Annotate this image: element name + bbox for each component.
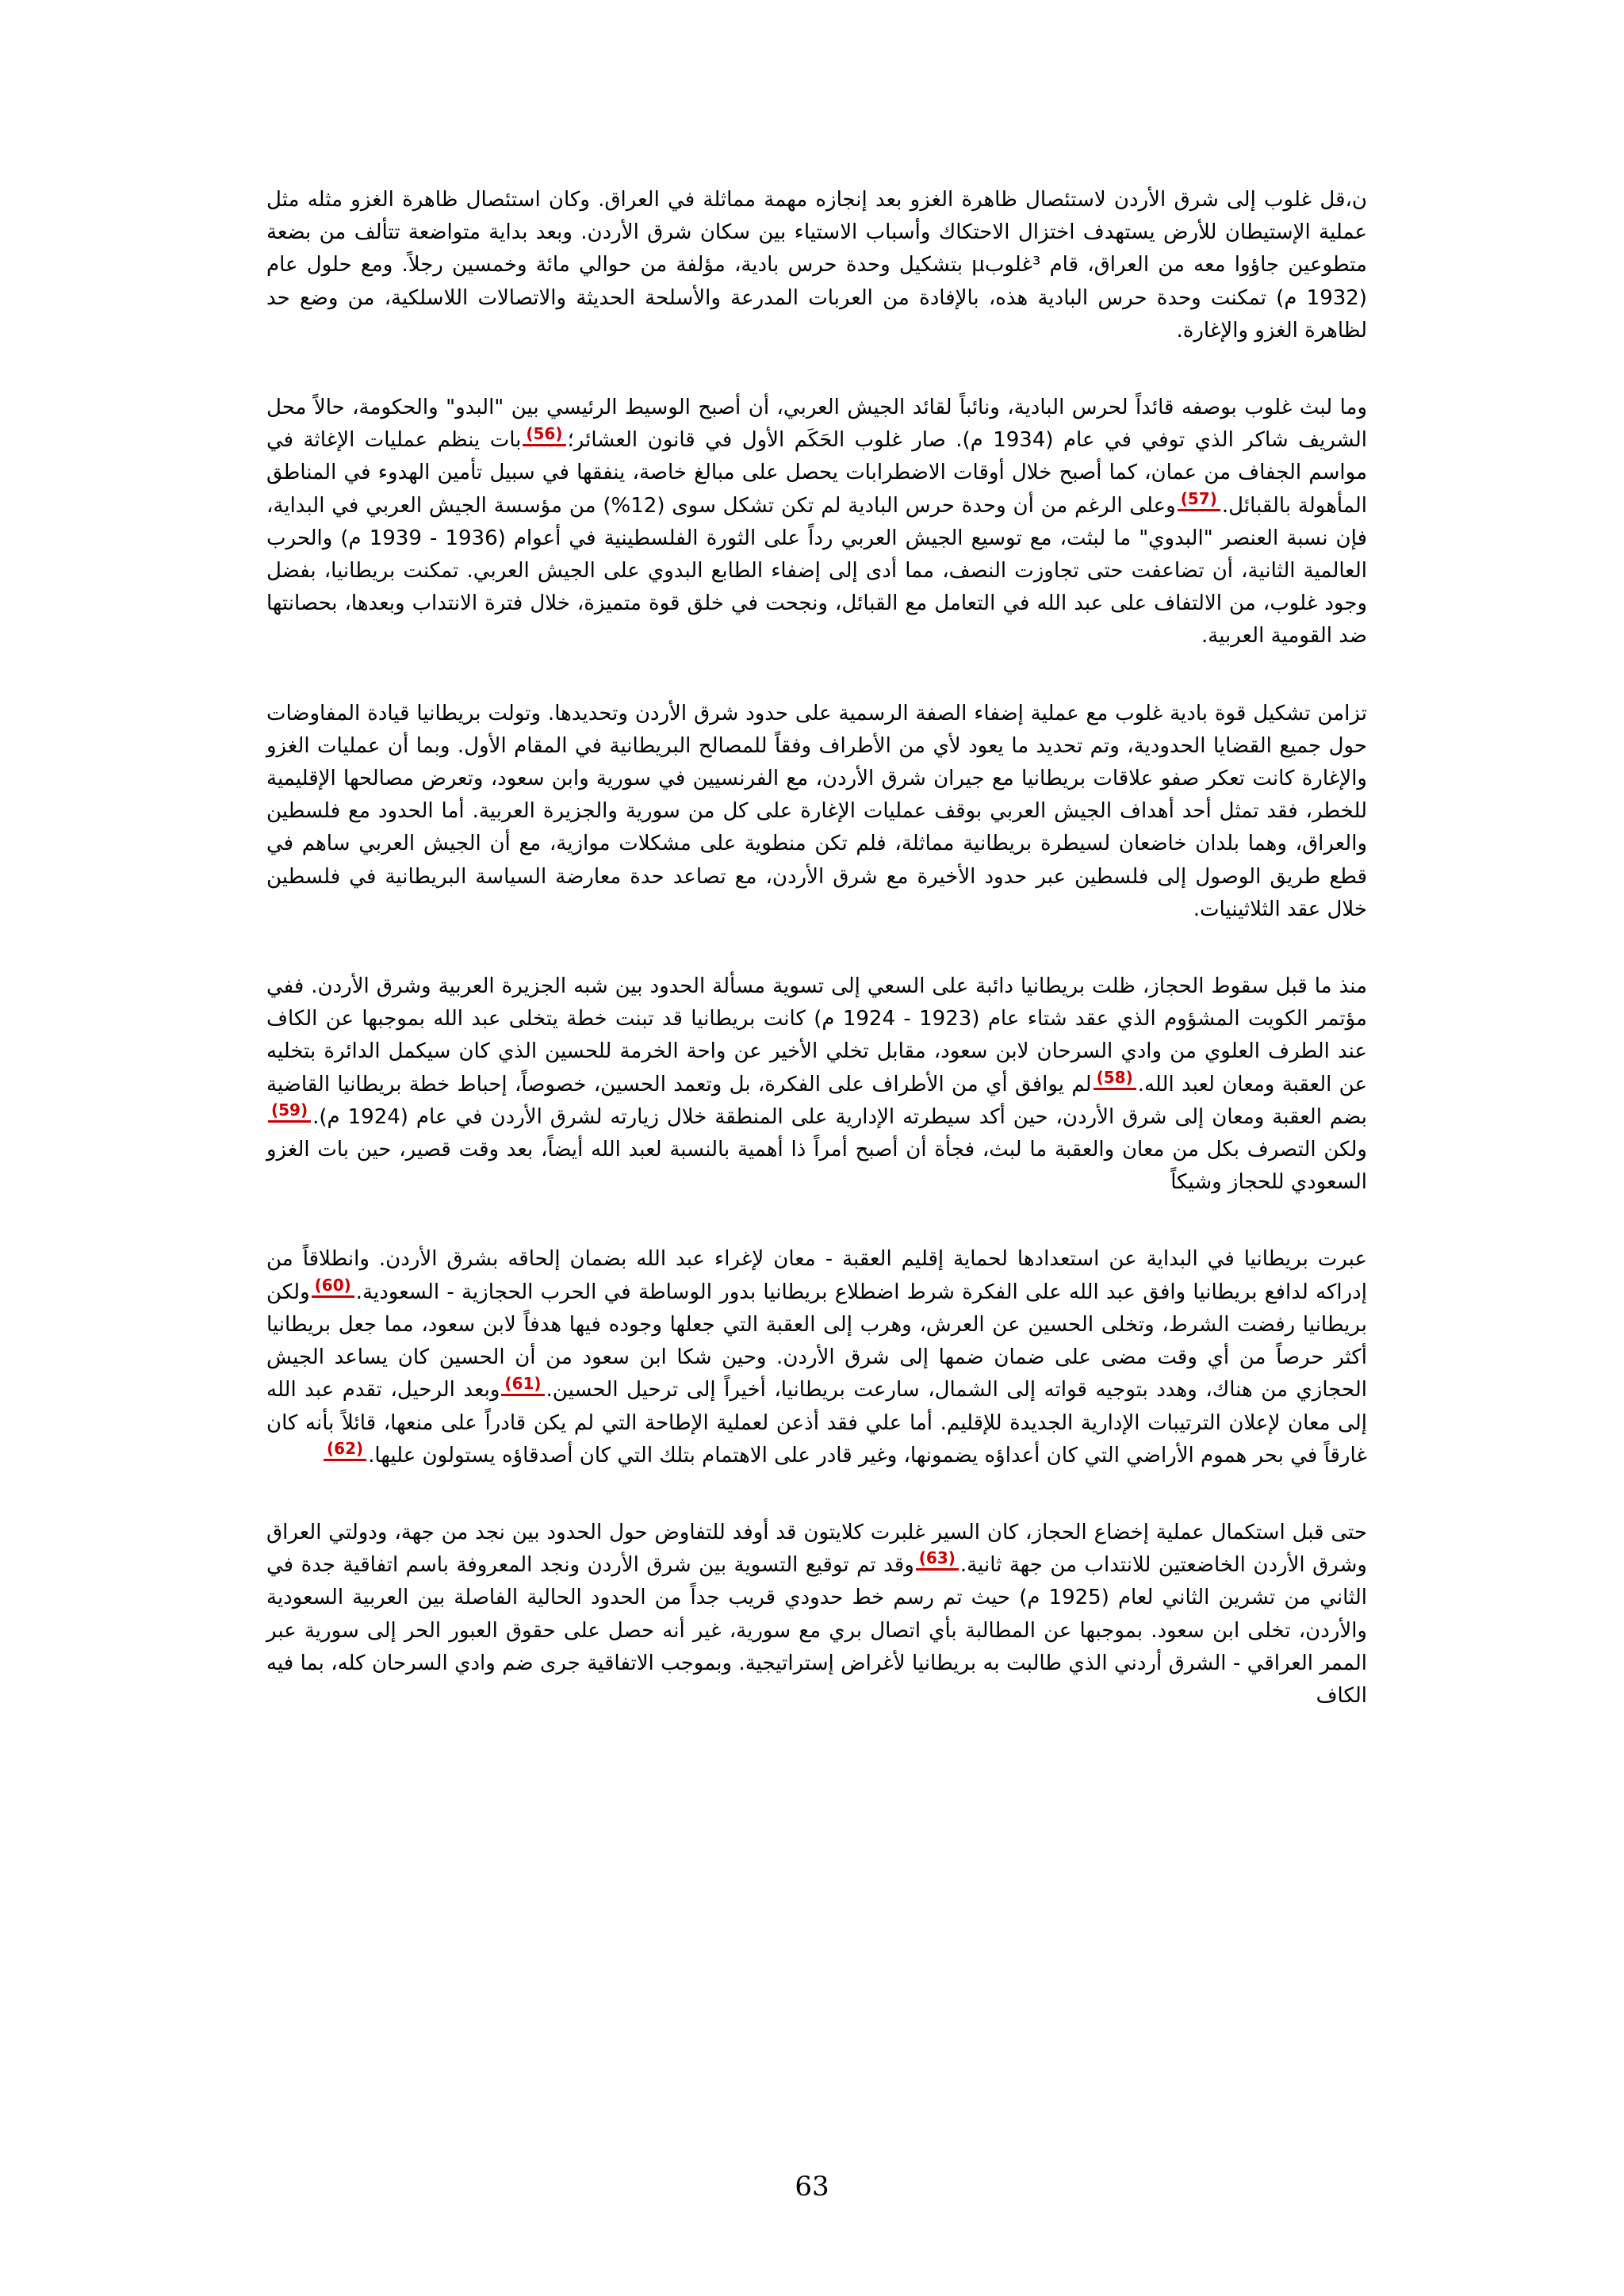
footnote-link[interactable]: (56) bbox=[523, 426, 565, 446]
paragraph-text: ولكن بريطانيا رفضت الشرط، وتخلى الحسين عن العرش، وهرب إلى العقبة التي جعلها وجوده فيها هدفاً لابن سعود، مما جعل بريطانيا أكثر حرصاً من أي وقت مضى على ضمان ضمها إلى شرق الأردن. وحين شكا ابن سعود من أن الحسين كان يساعد الجيش الحجازي من هناك، وهدد بتوجيه قواته إلى الشمال، سارعت بريطانيا، أخيراً إلى ترحيل الحسين. bbox=[266, 1280, 1367, 1402]
footnote-link[interactable]: (59) bbox=[268, 1102, 311, 1123]
paragraph-text: وما لبث غلوب بوصفه قائداً لحرس البادية، ونائباً لقائد الجيش العربي، أن أصبح الوسيط الرئيسي بين "البدو" والحكومة، حالاً محل الشريف شاكر الذي توفي في عام (1934 م). صار غلوب الحَكَم الأول في قانون العشائر؛ bbox=[266, 396, 1367, 453]
paragraph bbox=[266, 970, 1367, 1199]
paragraph bbox=[266, 184, 1367, 347]
footnote-link[interactable]: (58) bbox=[1094, 1070, 1136, 1090]
paragraph bbox=[266, 392, 1367, 653]
paragraph-text: منذ ما قبل سقوط الحجاز، ظلت بريطانيا دائبة على السعي إلى تسوية مسألة الحدود بين شبه الجزيرة العربية وشرق الأردن. ففي مؤتمر الكويت المشؤوم الذي عقد شتاء عام (1923 - 1924 م) كانت بريطانيا قد تبنت خطة يتخلى عبد الله بموجبها عن الكاف عند الطرف العلوي من وادي السرحان لابن سعود، مقابل تخلي الأخير عن واحة الخرمة للحسين الذي كان سيكمل الدائرة بتخليه عن العقبة ومعان لعبد الله. bbox=[266, 974, 1367, 1096]
paragraph-text: وبعد الرحيل، تقدم عبد الله إلى معان لإعلان الترتيبات الإدارية الجديدة للإقليم. أما علي فقد أذعن لعملية الإطاحة التي لم يكن قادراً على منعها، قائلاً بأنه كان غارقاً في بحر هموم الأراضي التي كان أعداؤه يضمونها، وغير قادر على الاهتمام بتلك التي كان أصدقاؤه يستولون عليها. bbox=[266, 1378, 1367, 1468]
paragraph bbox=[266, 698, 1367, 926]
footnote-link[interactable]: (63) bbox=[916, 1550, 959, 1571]
paragraph bbox=[266, 1517, 1367, 1712]
paragraph-text: حتى قبل استكمال عملية إخضاع الحجاز، كان السير غلبرت كلايتون قد أوفد للتفاوض حول الحدود بين نجد من جهة، ودولتي العراق وشرق الأردن الخاضعتين للانتداب من جهة ثانية. bbox=[266, 1520, 1367, 1578]
paragraph-text: لم يوافق أي من الأطراف على الفكرة، بل وتعمد الحسين، خصوصاً، إحباط خطة بريطانيا القاضية بضم العقبة ومعان إلى شرق الأردن، حين أكد سيطرته الإدارية على المنطقة خلال زيارته لشرق الأردن في عام (1924 م). bbox=[266, 1072, 1367, 1129]
paragraph-text: عبرت بريطانيا في البداية عن استعدادها لحماية إقليم العقبة - معان لإغراء عبد الله بضمان إلحاقه بشرق الأردن. وانطلاقاً من إدراكه لدافع بريطانيا وافق عبد الله على الفكرة شرط اضطلاع بريطانيا بدور الوساطة في الحرب الحجازية - السعودية. bbox=[266, 1247, 1367, 1304]
footnote-link[interactable]: (57) bbox=[1178, 491, 1220, 511]
paragraph-text: تزامن تشكيل قوة بادية غلوب مع عملية إضفاء الصفة الرسمية على حدود شرق الأردن وتحديدها. وتولت بريطانيا قيادة المفاوضات حول جميع القضايا الحدودية، وتم تحديد ما يعود لأي من الأطراف وفقاً للمصالح البريطانية في المقام الأول. وبما أن عمليات الغزو والإغارة كانت تعكر صفو علاقات بريطانيا مع جيران شرق الأردن، مع الفرنسيين في سورية وابن سعود، وتعرض مصالحها الإقليمية للخطر، فقد تمثل أحد أهداف الجيش العربي بوقف عمليات الإغارة على كل من سورية والجزيرة العربية. أما الحدود مع فلسطين والعراق، وهما بلدان خاضعان لسيطرة بريطانية مماثلة، فلم تكن منطوية على مشكلات موازية، مع أن الجيش العربي ساهم في قطع طريق الوصول إلى فلسطين عبر حدود الأخيرة مع شرق الأردن، مع تصاعد حدة معارضة السياسة البريطانية في فلسطين خلال عقد الثلاثينيات. bbox=[266, 701, 1367, 921]
body-text bbox=[266, 184, 1367, 1757]
paragraph bbox=[266, 1243, 1367, 1471]
page-number: 63 bbox=[795, 2171, 829, 2202]
paragraph-text: وعلى الرغم من أن وحدة حرس البادية لم تكن تشكل سوى (12%) من مؤسسة الجيش العربي في البداية، فإن نسبة العنصر "البدوي" ما لبثت، مع توسيع الجيش العربي رداً على الثورة الفلسطينية في أعوام (1936 - 1939 م) والحرب العالمية الثانية، أن تضاعفت حتى تجاوزت النصف، مما أدى إلى إضفاء الطابع البدوي على الجيش العربي. تمكنت بريطانيا، بفضل وجود غلوب، من الالتفاف على عبد الله في التعامل مع القبائل، ونجحت في خلق قوة متميزة، خلال فترة الانتداب وبعدها، بحصانتها ضد القومية العربية. bbox=[266, 493, 1367, 649]
paragraph-text: ولكن التصرف بكل من معان والعقبة ما لبث، فجأة أن أصبح أمراً ذا أهمية بالنسبة لعبد الله أيضاً، بعد وقت قصير، حين بات الغزو السعودي للحجاز وشيكاً bbox=[266, 1138, 1367, 1195]
paragraph-text: وقد تم توقيع التسوية بين شرق الأردن ونجد المعروفة باسم اتفاقية جدة في الثاني من تشرين الثاني لعام (1925 م) حيث تم رسم خط حدودي قريب جداً من الحدود الحالية الفاصلة بين العربية السعودية والأردن، تخلى ابن سعود. بموجبها عن المطالبة بأي اتصال بري مع سورية، غير أنه حصل على حقوق العبور الحر إلى سورية عبر الممر العراقي - الشرق أردني الذي طالبت به بريطانيا لأغراض إستراتيجية. وبموجب الاتفاقية جرى ضم وادي السرحان كله، بما فيه الكاف bbox=[266, 1553, 1367, 1708]
paragraph-text: بات ينظم عمليات الإغاثة في مواسم الجفاف من عمان، كما أصبح خلال أوقات الاضطرابات يحصل على مبالغ خاصة، ينفقها في سبيل تأمين الهدوء في المناطق المأهولة بالقبائل. bbox=[266, 428, 1367, 518]
footnote-link[interactable]: (62) bbox=[324, 1441, 366, 1461]
footnote-link[interactable]: (60) bbox=[312, 1277, 354, 1298]
footnote-link[interactable]: (61) bbox=[501, 1376, 544, 1396]
paragraph-text: ن،قل غلوب إلى شرق الأردن لاستئصال ظاهرة الغزو بعد إنجازه مهمة مماثلة في العراق. وكان استئصال ظاهرة الغزو مثله مثل عملية الإستيطان للأرض يستهدف اختزال الاحتكاك وأسباب الاستياء بين سكان شرق الأردن. وبعد بداية متواضعة تتألف من بضعة متطوعين جاؤوا معه من العراق، قام ³غلوبµ بتشكيل وحدة حرس بادية، مؤلفة من حوالي مائة وخمسين رجلاً. ومع حلول عام (1932 م) تمكنت وحدة حرس البادية هذه، بالإفادة من العربات المدرعة والأسلحة الحديثة والاتصالات اللاسلكية، من وضع حد لظاهرة الغزو والإغارة. bbox=[266, 188, 1367, 342]
